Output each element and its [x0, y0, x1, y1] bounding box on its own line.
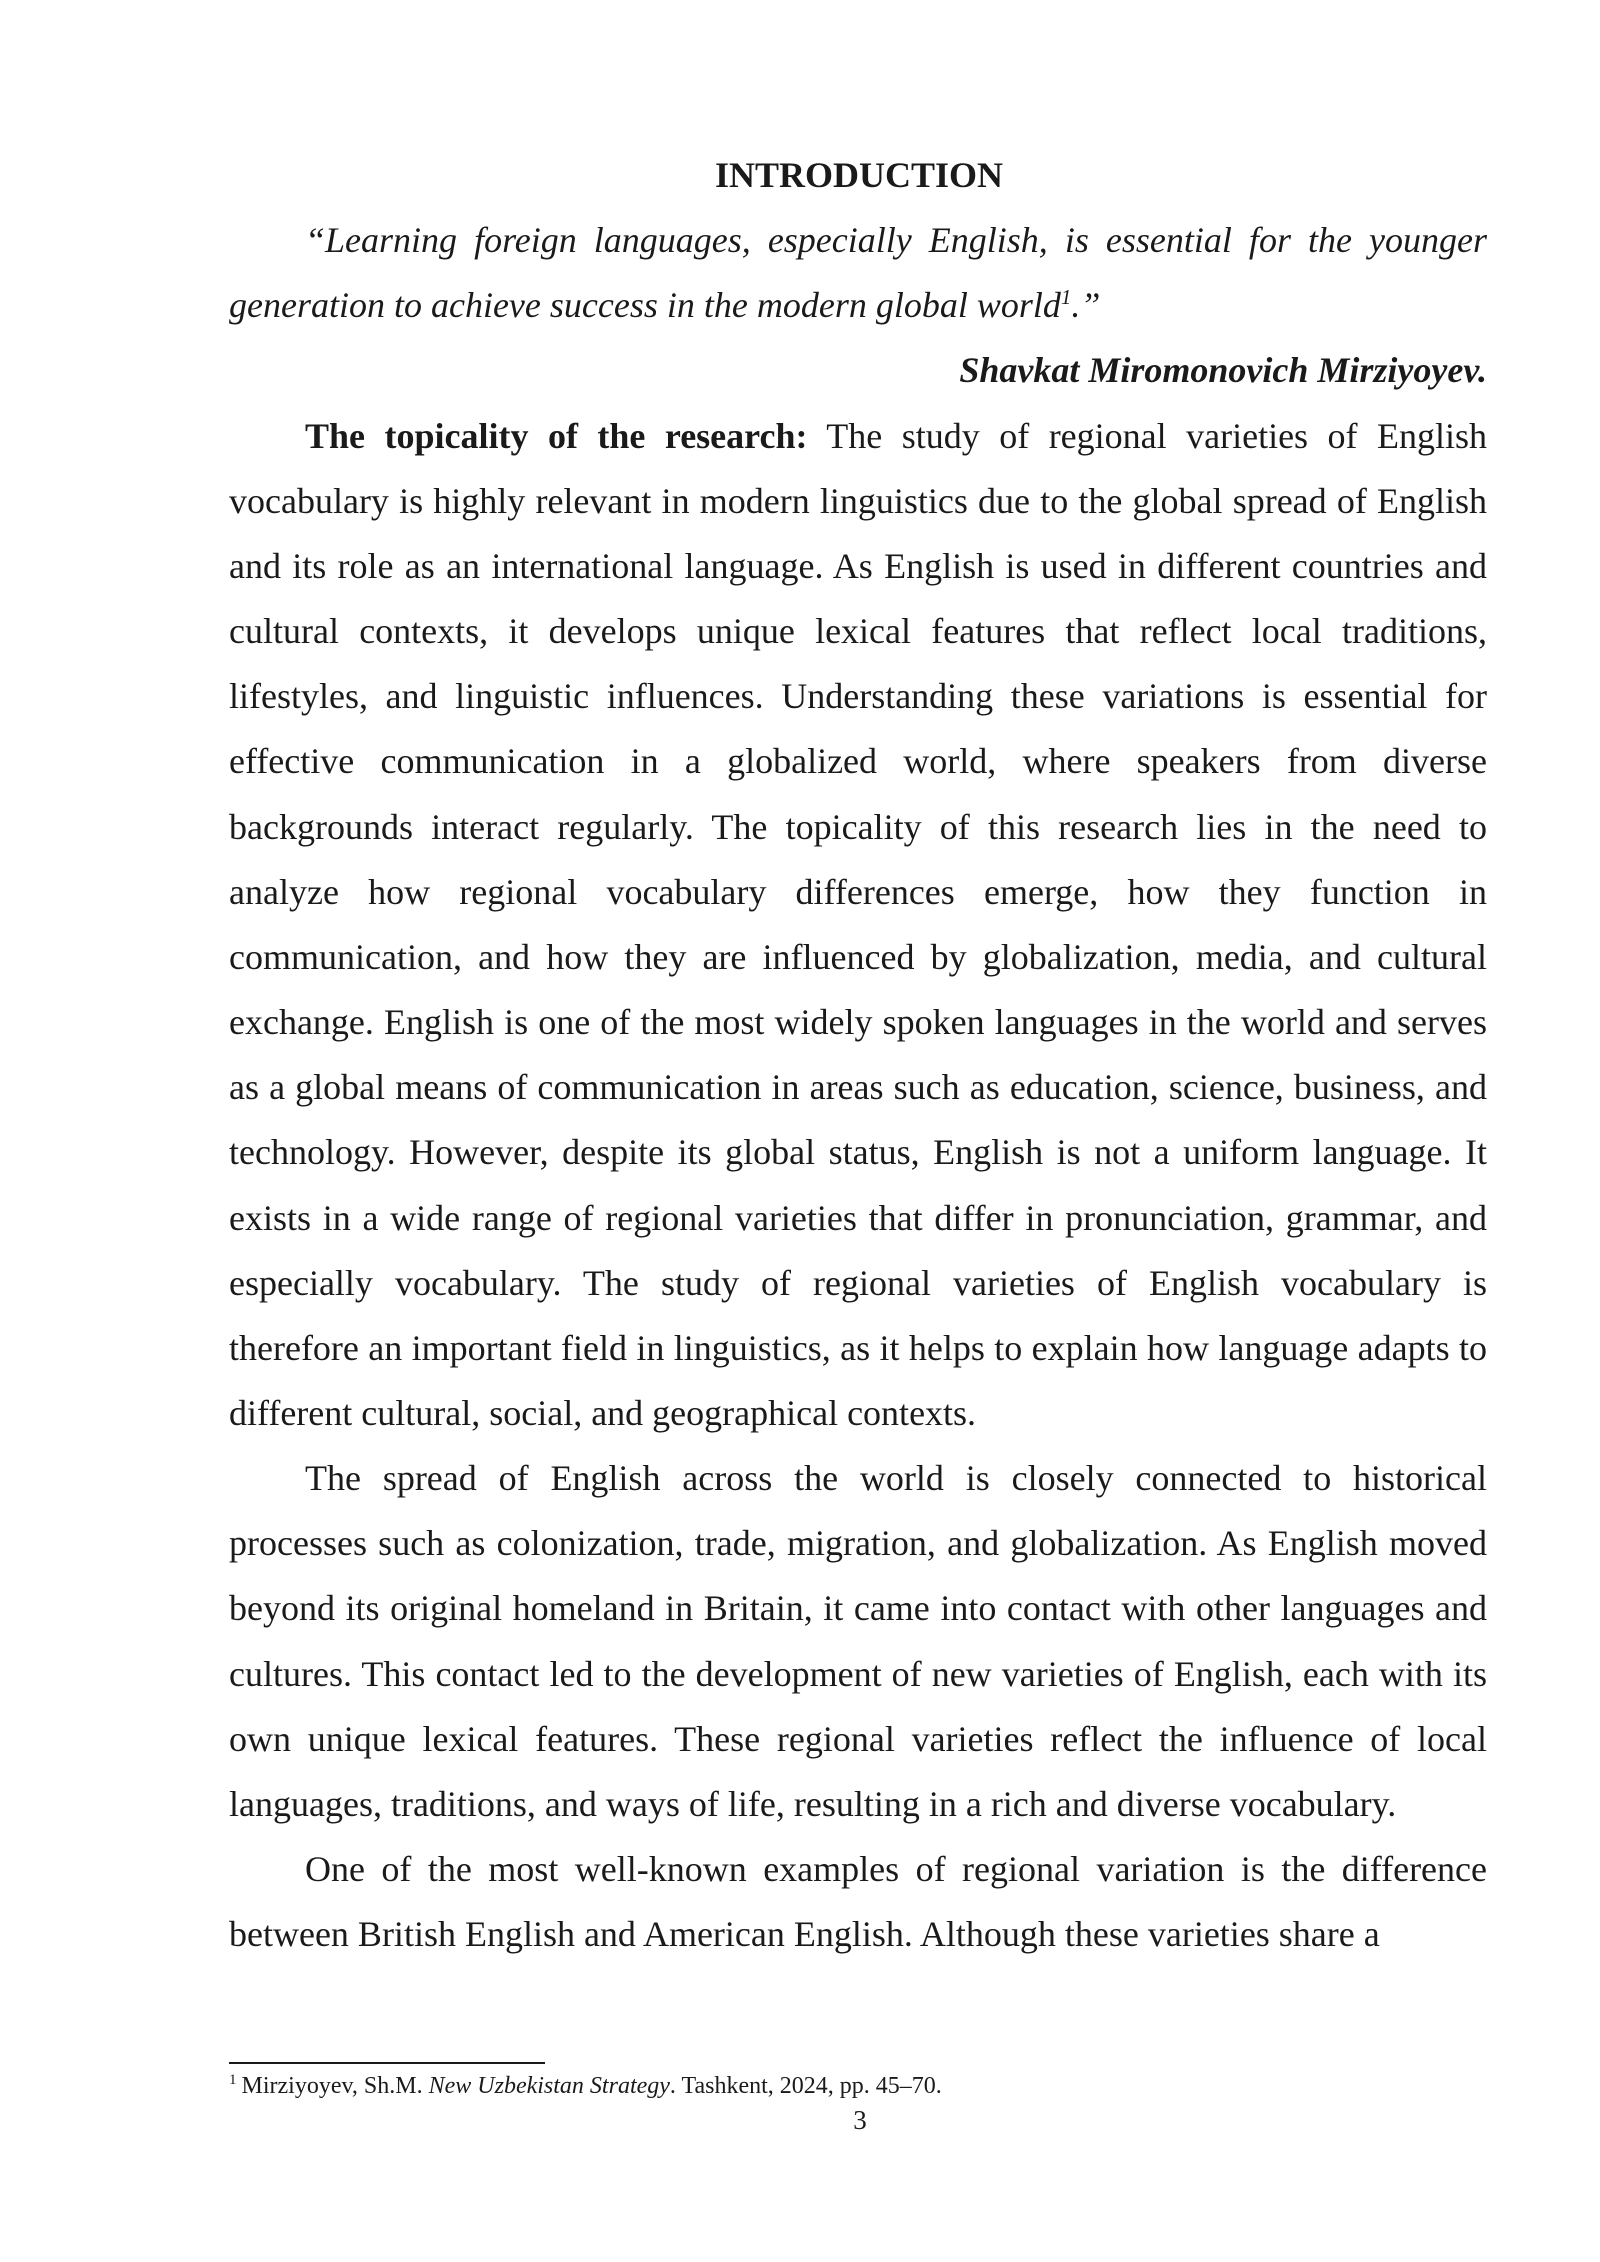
- paragraph-topicality: [229, 404, 1487, 1447]
- footnote-separator: [229, 2062, 545, 2064]
- epigraph-text: “Learning foreign languages, especially English, is essential for the younger generation to achieve success in the modern global world: [229, 220, 1487, 326]
- paragraph-lead: The topicality of the research:: [305, 415, 808, 456]
- footnote-number: 1: [229, 2072, 237, 2088]
- page-title: INTRODUCTION: [714, 155, 1004, 195]
- footnote-author: Mirziyoyev, Sh.M.: [241, 2073, 429, 2099]
- page-number: 3: [853, 2105, 867, 2135]
- epigraph-quote: [229, 208, 1487, 338]
- paragraph-variation: One of the most well-known examples of regional variation is the difference between British English and American English. Although these varieties share a: [229, 1849, 1487, 1955]
- footnote-title: New Uzbekistan Strategy: [428, 2073, 670, 2099]
- epigraph-author: Shavkat Miromonovich Mirziyoyev.: [959, 350, 1487, 391]
- paragraph-spread: The spread of English across the world is closely connected to historical processes such as colonization, trade, migration, and globalization. As English moved beyond its original homeland in Britain, it came into contact with other languages and cultures. This contact led to the development of new varieties of English, each with its own unique lexical features. These regional varieties reflect the influence of local languages, traditions, and ways of life, resulting in a rich and diverse vocabulary.: [229, 1458, 1487, 1824]
- footnote: [229, 2068, 1487, 2104]
- main-text: [229, 143, 1487, 1967]
- epigraph-closing: .”: [1071, 285, 1101, 326]
- footnote-details: . Tashkent, 2024, pp. 45–70.: [669, 2073, 942, 2099]
- footnote-reference[interactable]: 1: [1060, 285, 1072, 310]
- paragraph-text: The study of regional varieties of English vocabulary is highly relevant in modern linguistics due to the global spread of English and its role as an international language. As English is used in different countries and cultural contexts, it develops unique lexical features that reflect local traditions, lifestyles, and linguistic influences. Understanding these variations is essential for effective communication in a globalized world, where speakers from diverse backgrounds interact regularly. The topicality of this research lies in the need to analyze how regional vocabulary differences emerge, how they function in communication, and how they are influenced by globalization, media, and cultural exchange. English is one of the most widely spoken languages in the world and serves as a global means of communication in areas such as education, science, business, and technology. However, despite its global status, English is not a uniform language. It exists in a wide range of regional varieties that differ in pronunciation, grammar, and especially vocabulary. The study of regional varieties of English vocabulary is therefore an important field in linguistics, as it helps to explain how language adapts to different cultural, social, and geographical contexts.: [229, 415, 1487, 1433]
